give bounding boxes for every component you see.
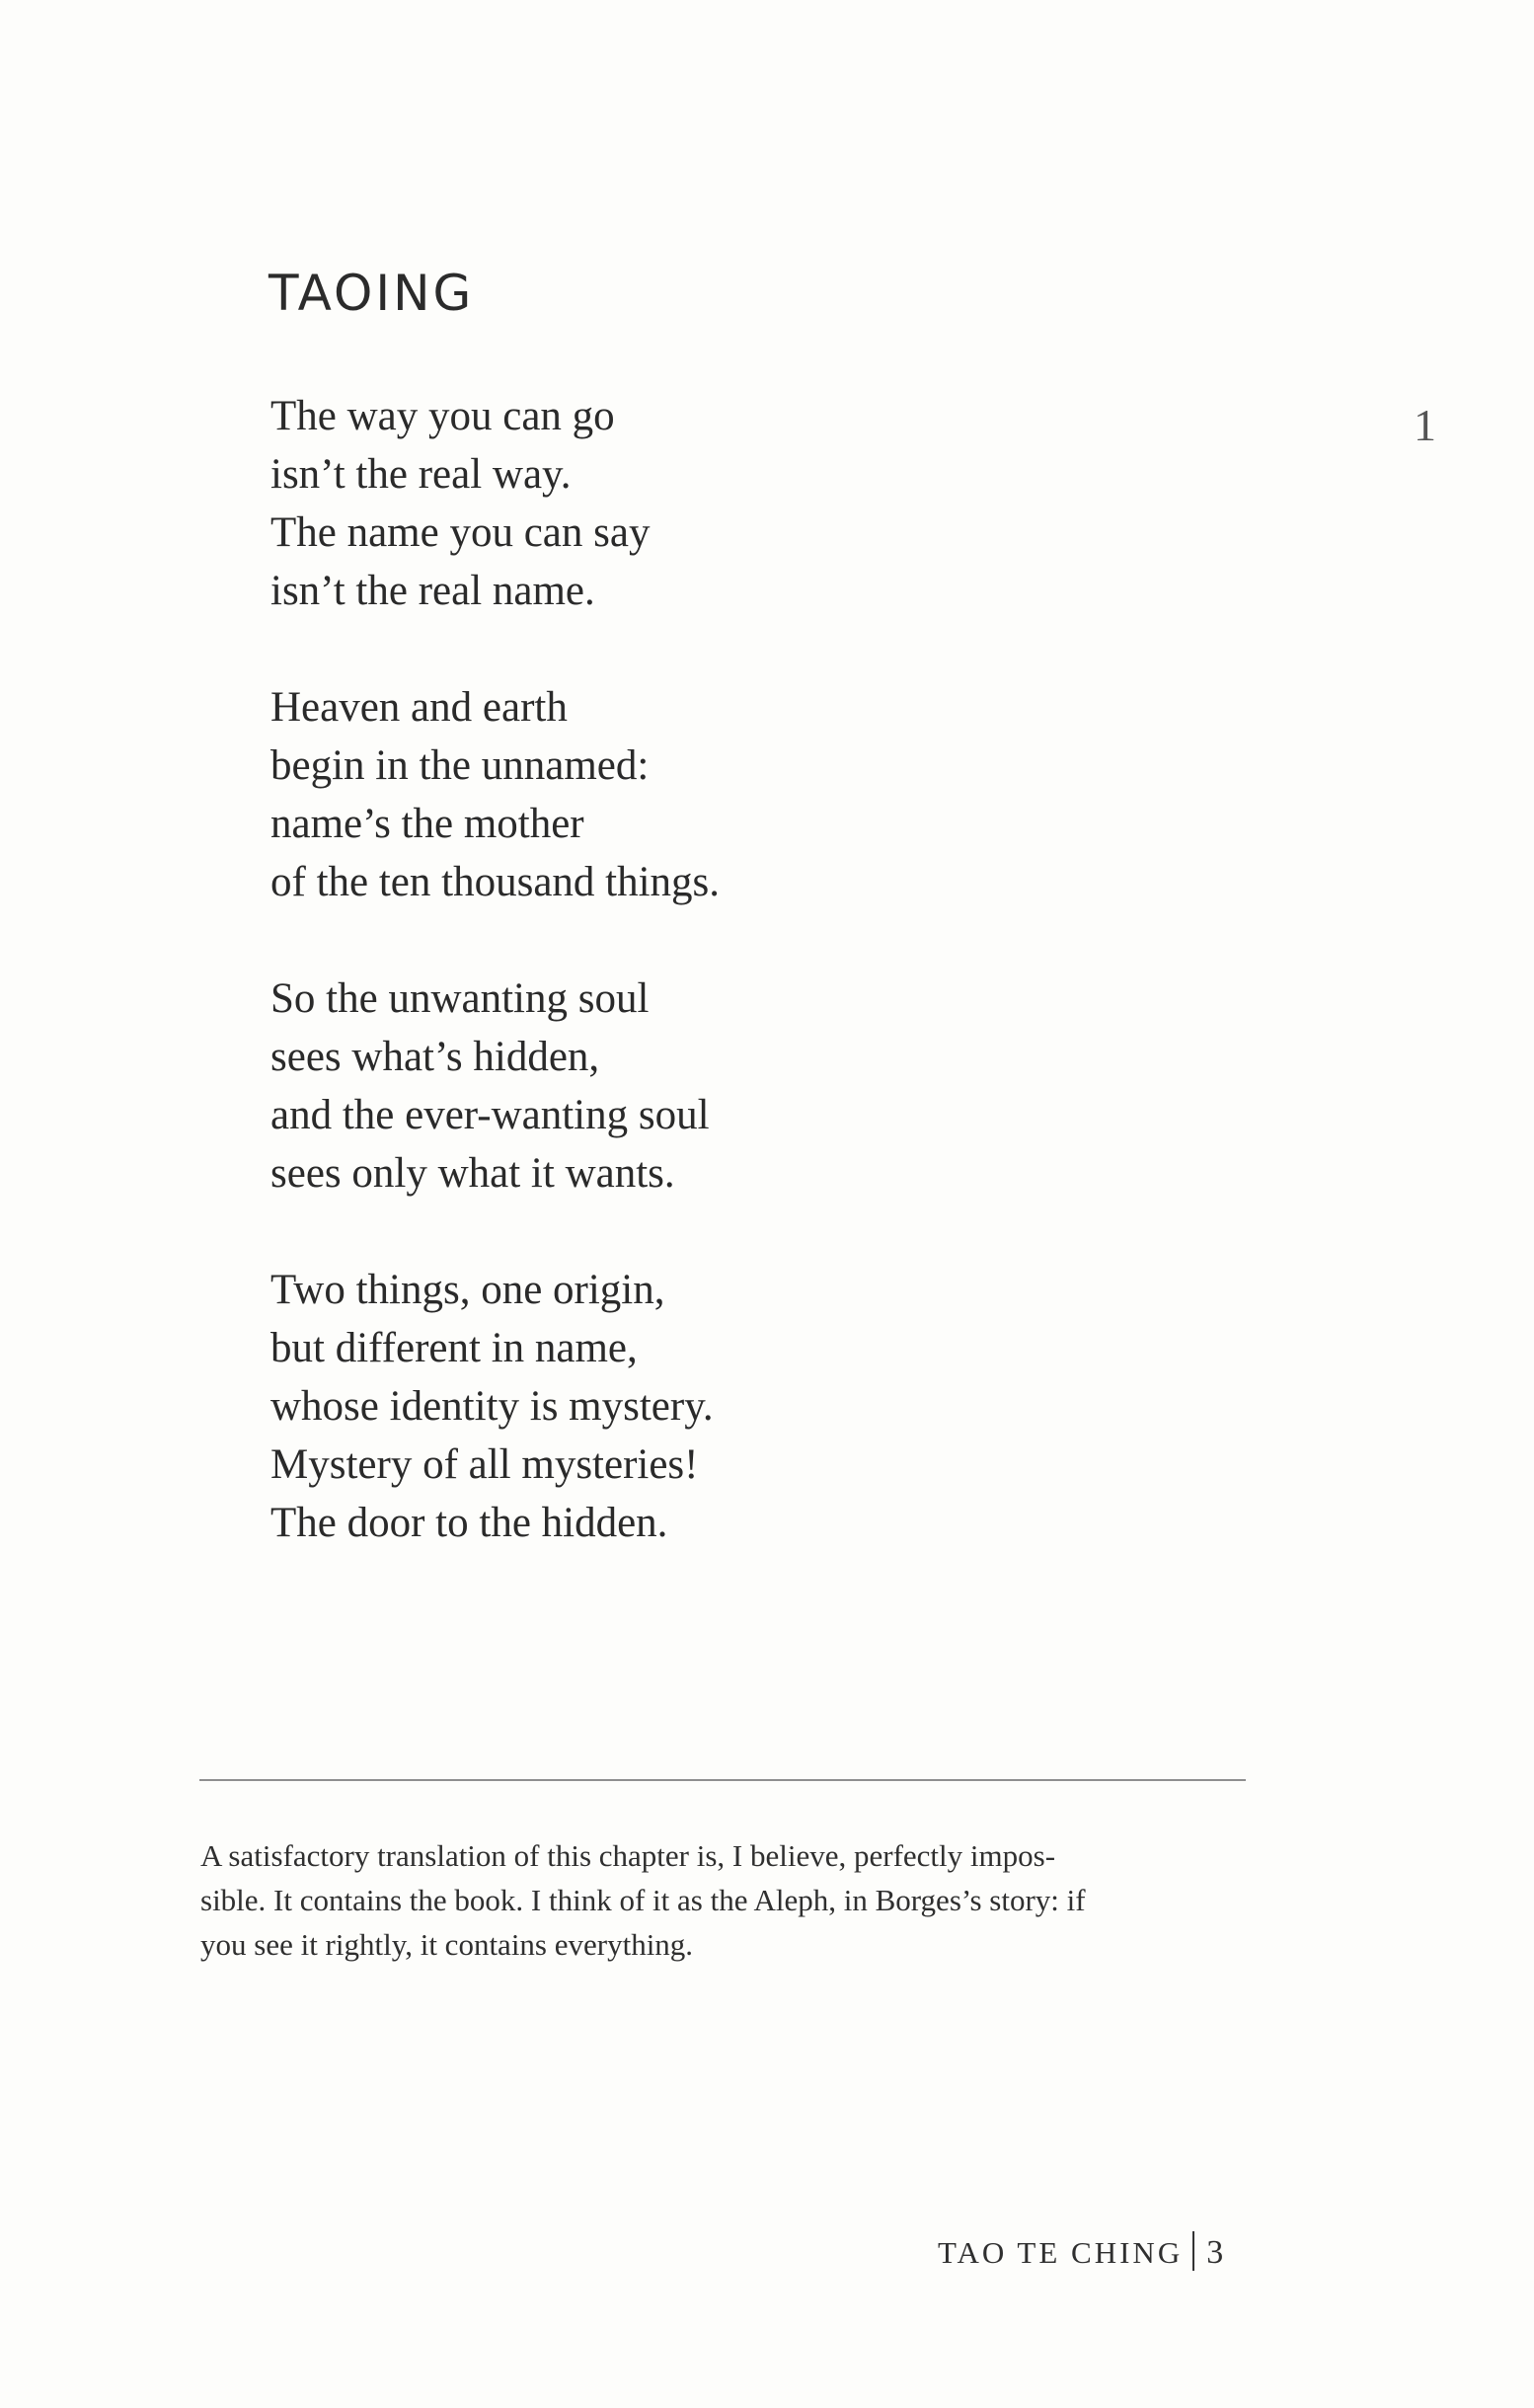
poem-stanza-1 (270, 387, 1159, 620)
chapter-number: 1 (1414, 400, 1436, 450)
poem-line: The door to the hidden. (270, 1500, 668, 1546)
poem-line: isn’t the real name. (270, 568, 595, 614)
poem-line: sees what’s hidden, (270, 1034, 600, 1080)
poem-line: Two things, one origin, (270, 1267, 665, 1313)
book-title: TAO TE CHING (938, 2235, 1184, 2270)
poem-line: name’s the mother (270, 801, 584, 847)
poem-line: isn’t the real way. (270, 451, 572, 498)
poem-line: The way you can go (270, 393, 615, 439)
note-line: sible. It contains the book. I think of it as the Aleph, in Borges’s story: if (200, 1883, 1086, 1917)
poem-line: begin in the unnamed: (270, 742, 650, 789)
poem-line: whose identity is mystery. (270, 1383, 714, 1430)
chapter-title: TAOING (268, 265, 475, 322)
poem (270, 387, 1159, 1552)
poem-line: So the unwanting soul (270, 975, 650, 1022)
note-line: you see it rightly, it contains everything. (200, 1927, 694, 1962)
poem-stanza-3 (270, 970, 1159, 1203)
footer-separator (1192, 2231, 1194, 2271)
poem-line: The name you can say (270, 509, 651, 556)
page-number: 3 (1206, 2234, 1224, 2271)
running-footer (938, 2231, 1223, 2271)
poem-line: but different in name, (270, 1325, 638, 1371)
poem-line: and the ever-wanting soul (270, 1092, 710, 1138)
poem-line: of the ten thousand things. (270, 859, 721, 905)
commentary-note (200, 1833, 1266, 1967)
footnote-divider (199, 1779, 1246, 1781)
poem-line: sees only what it wants. (270, 1150, 675, 1197)
note-line: A satisfactory translation of this chapter is, I believe, perfectly impos- (200, 1838, 1056, 1873)
poem-line: Heaven and earth (270, 684, 568, 731)
poem-stanza-4 (270, 1261, 1159, 1552)
poem-line: Mystery of all mysteries! (270, 1441, 699, 1488)
poem-stanza-2 (270, 678, 1159, 911)
